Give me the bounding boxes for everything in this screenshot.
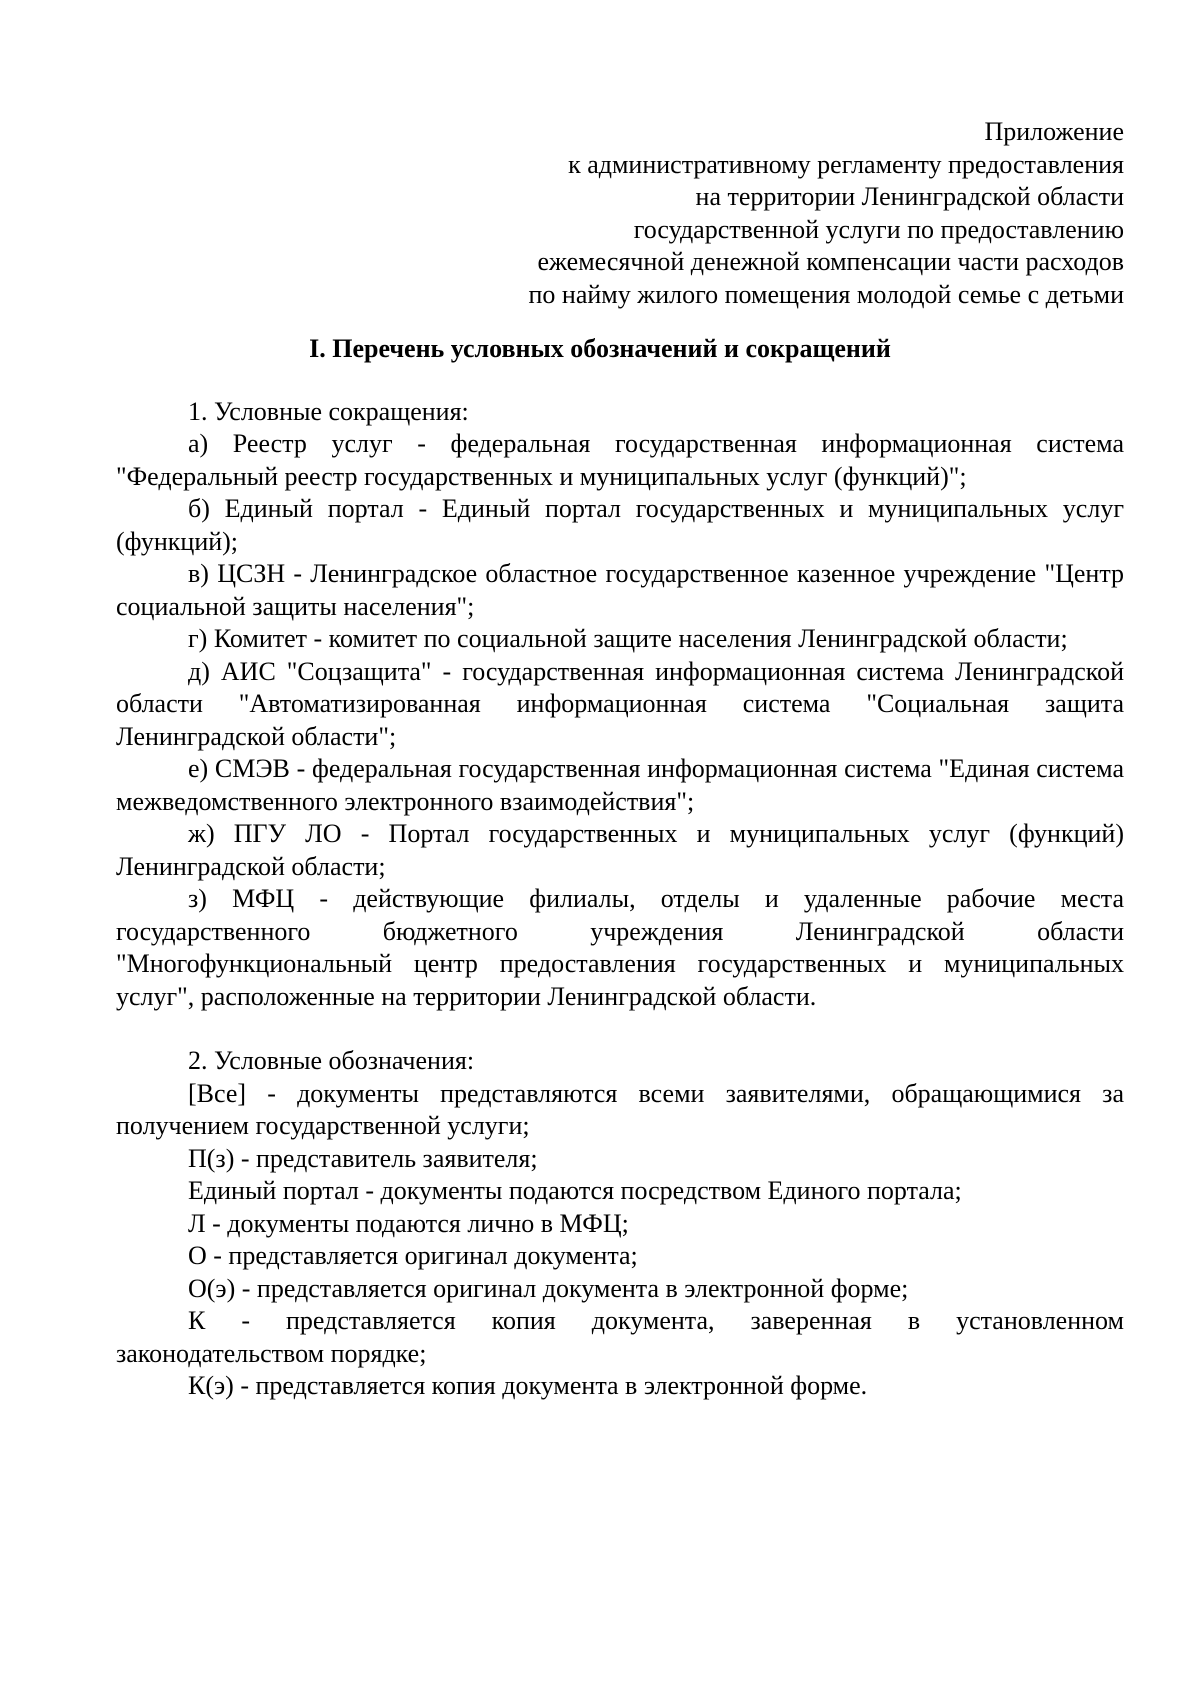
appendix-line: по найму жилого помещения молодой семье с детьми xyxy=(528,279,1124,309)
notation-item: О - представляется оригинал документа; xyxy=(188,1241,638,1270)
notation-item: О(э) - представляется оригинал документа в электронной форме; xyxy=(188,1273,909,1303)
notation-item: [Все] - документы представляются всеми заявителями, обращающимися за получением государственной услуги; xyxy=(116,1078,1124,1140)
appendix-line: к административному регламенту предоставления xyxy=(568,149,1124,179)
notations-section xyxy=(116,1045,1124,1403)
abbreviation-item: г) Комитет - комитет по социальной защите населения Ленинградской области; xyxy=(188,624,1068,653)
notation-item: К(э) - представляется копия документа в электронной форме. xyxy=(188,1371,868,1400)
abbreviations-section xyxy=(116,396,1124,1014)
notations-heading: 2. Условные обозначения: xyxy=(188,1046,475,1075)
document-page xyxy=(116,116,1124,1403)
abbreviation-item: а) Реестр услуг - федеральная государственная информационная система "Федеральный реестр государственных и муниципальных услуг (функций)"; xyxy=(116,429,1124,491)
appendix-line: ежемесячной денежной компенсации части расходов xyxy=(537,247,1124,276)
notation-item: Л - документы подаются лично в МФЦ; xyxy=(188,1208,629,1238)
abbreviation-item: д) АИС "Соцзащита" - государственная информационная система Ленинградской области "Автоматизированная информационная система "Социальная защита Ленинградской области"; xyxy=(116,656,1124,751)
abbreviation-item: ж) ПГУ ЛО - Портал государственных и муниципальных услуг (функций) Ленинградской области; xyxy=(116,819,1124,881)
notation-item: П(з) - представитель заявителя; xyxy=(188,1143,538,1173)
notation-item: К - представляется копия документа, заверенная в установленном законодательством порядке; xyxy=(116,1306,1124,1368)
appendix-line: Приложение xyxy=(984,117,1124,146)
abbreviation-item: в) ЦСЗН - Ленинградское областное государственное казенное учреждение "Центр социальной защиты населения"; xyxy=(116,559,1124,621)
appendix-header xyxy=(116,116,1124,311)
notation-item: Единый портал - документы подаются посредством Единого портала; xyxy=(188,1176,962,1205)
appendix-line: на территории Ленинградской области xyxy=(695,182,1124,211)
section-title: I. Перечень условных обозначений и сокращений xyxy=(309,334,891,363)
abbreviations-heading: 1. Условные сокращения: xyxy=(188,396,469,426)
abbreviation-item: б) Единый портал - Единый портал государственных и муниципальных услуг (функций); xyxy=(116,494,1124,556)
appendix-line: государственной услуги по предоставлению xyxy=(633,214,1124,244)
abbreviation-item: е) СМЭВ - федеральная государственная информационная система "Единая система межведомственного электронного взаимодействия"; xyxy=(116,754,1124,816)
abbreviation-item: з) МФЦ - действующие филиалы, отделы и удаленные рабочие места государственного бюджетного учреждения Ленинградской области "Многофункциональный центр предоставления государственных и муниципальных услуг", расположенные на территории Ленинградской области. xyxy=(116,884,1124,1011)
